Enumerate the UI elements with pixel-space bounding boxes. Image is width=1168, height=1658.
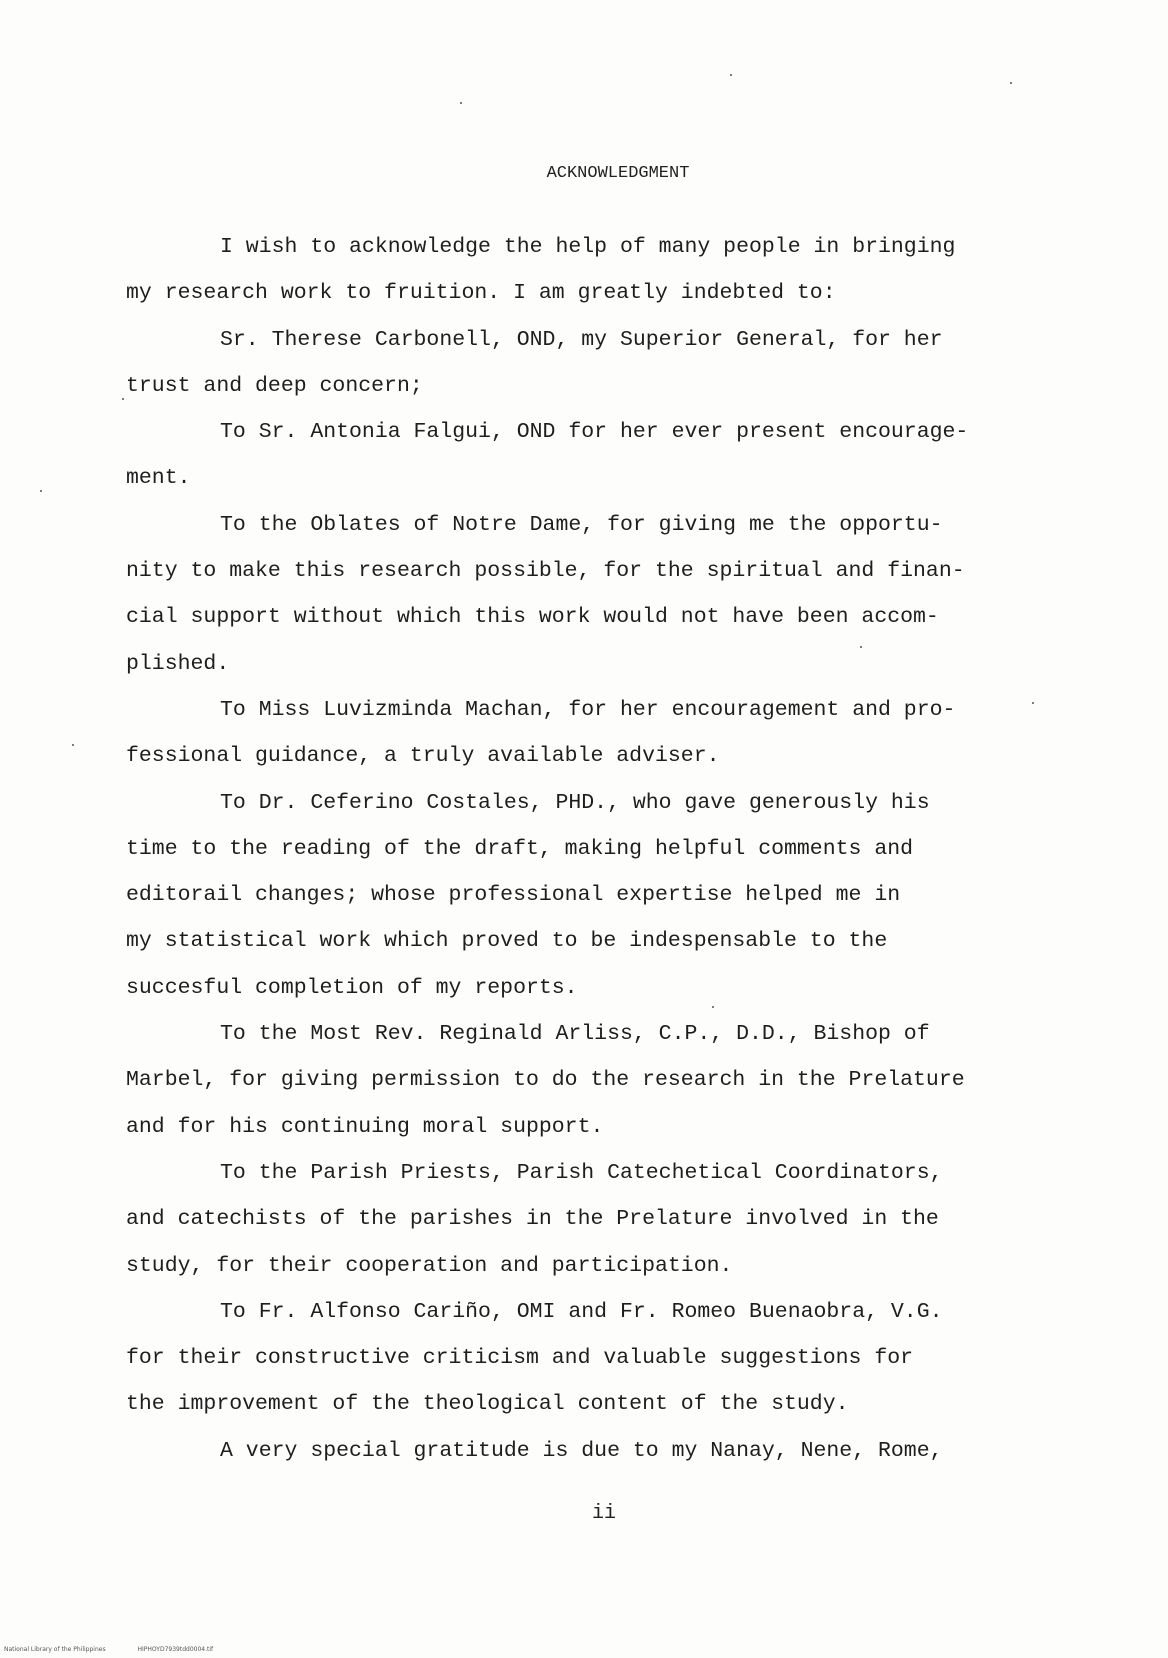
scan-footer — [4, 1646, 243, 1653]
paragraph: To Dr. Ceferino Costales, PHD., who gave generously his time to the reading of the draft, making helpful comments and editorail changes; whose professional expertise helped me in my statistical work which proved to be indespensable to the succesful completion of my reports. — [126, 790, 930, 1000]
paragraph: I wish to acknowledge the help of many people in bringing my research work to fruition. I am greatly indebted to: — [126, 235, 956, 306]
acknowledgment-body — [126, 224, 1036, 1474]
paragraph: To Fr. Alfonso Cariño, OMI and Fr. Romeo Buenaobra, V.G. for their constructive criticism and valuable suggestions for the improvement of the theological content of the study. — [126, 1299, 943, 1417]
paragraph: To Sr. Antonia Falgui, OND for her ever present encourage- ment. — [126, 420, 969, 491]
paragraph: To the Oblates of Notre Dame, for giving me the opportu- nity to make this research possible, for the spiritual and finan- cial support without which this work would not have been accom- plished. — [126, 512, 965, 676]
scan-speck — [40, 490, 42, 492]
footer-file: HIPHOYD7939tdd0004.tif — [137, 1646, 214, 1653]
scan-speck — [730, 74, 732, 76]
scan-speck — [460, 102, 462, 104]
page-heading: ACKNOWLEDGMENT — [546, 164, 690, 183]
scan-speck — [860, 646, 862, 648]
scan-speck — [1010, 82, 1012, 84]
paragraph: To the Parish Priests, Parish Catechetical Coordinators, and catechists of the parishes in the Prelature involved in the study, for their cooperation and participation. — [126, 1160, 943, 1278]
paragraph: A very special gratitude is due to my Nanay, Nene, Rome, — [220, 1438, 943, 1463]
footer-source: National Library of the Philippines — [4, 1646, 106, 1653]
paragraph: To Miss Luvizminda Machan, for her encouragement and pro- fessional guidance, a truly available adviser. — [126, 697, 956, 769]
scan-speck — [72, 744, 74, 746]
paragraph: Sr. Therese Carbonell, OND, my Superior General, for her trust and deep concern; — [126, 327, 943, 398]
scan-speck — [122, 398, 124, 400]
scan-speck — [712, 1006, 714, 1008]
scan-speck — [1032, 702, 1034, 704]
page-number: ii — [591, 1502, 616, 1525]
paragraph: To the Most Rev. Reginald Arliss, C.P., D.D., Bishop of Marbel, for giving permission to do the research in the Prelature and for his continuing moral support. — [126, 1022, 965, 1139]
